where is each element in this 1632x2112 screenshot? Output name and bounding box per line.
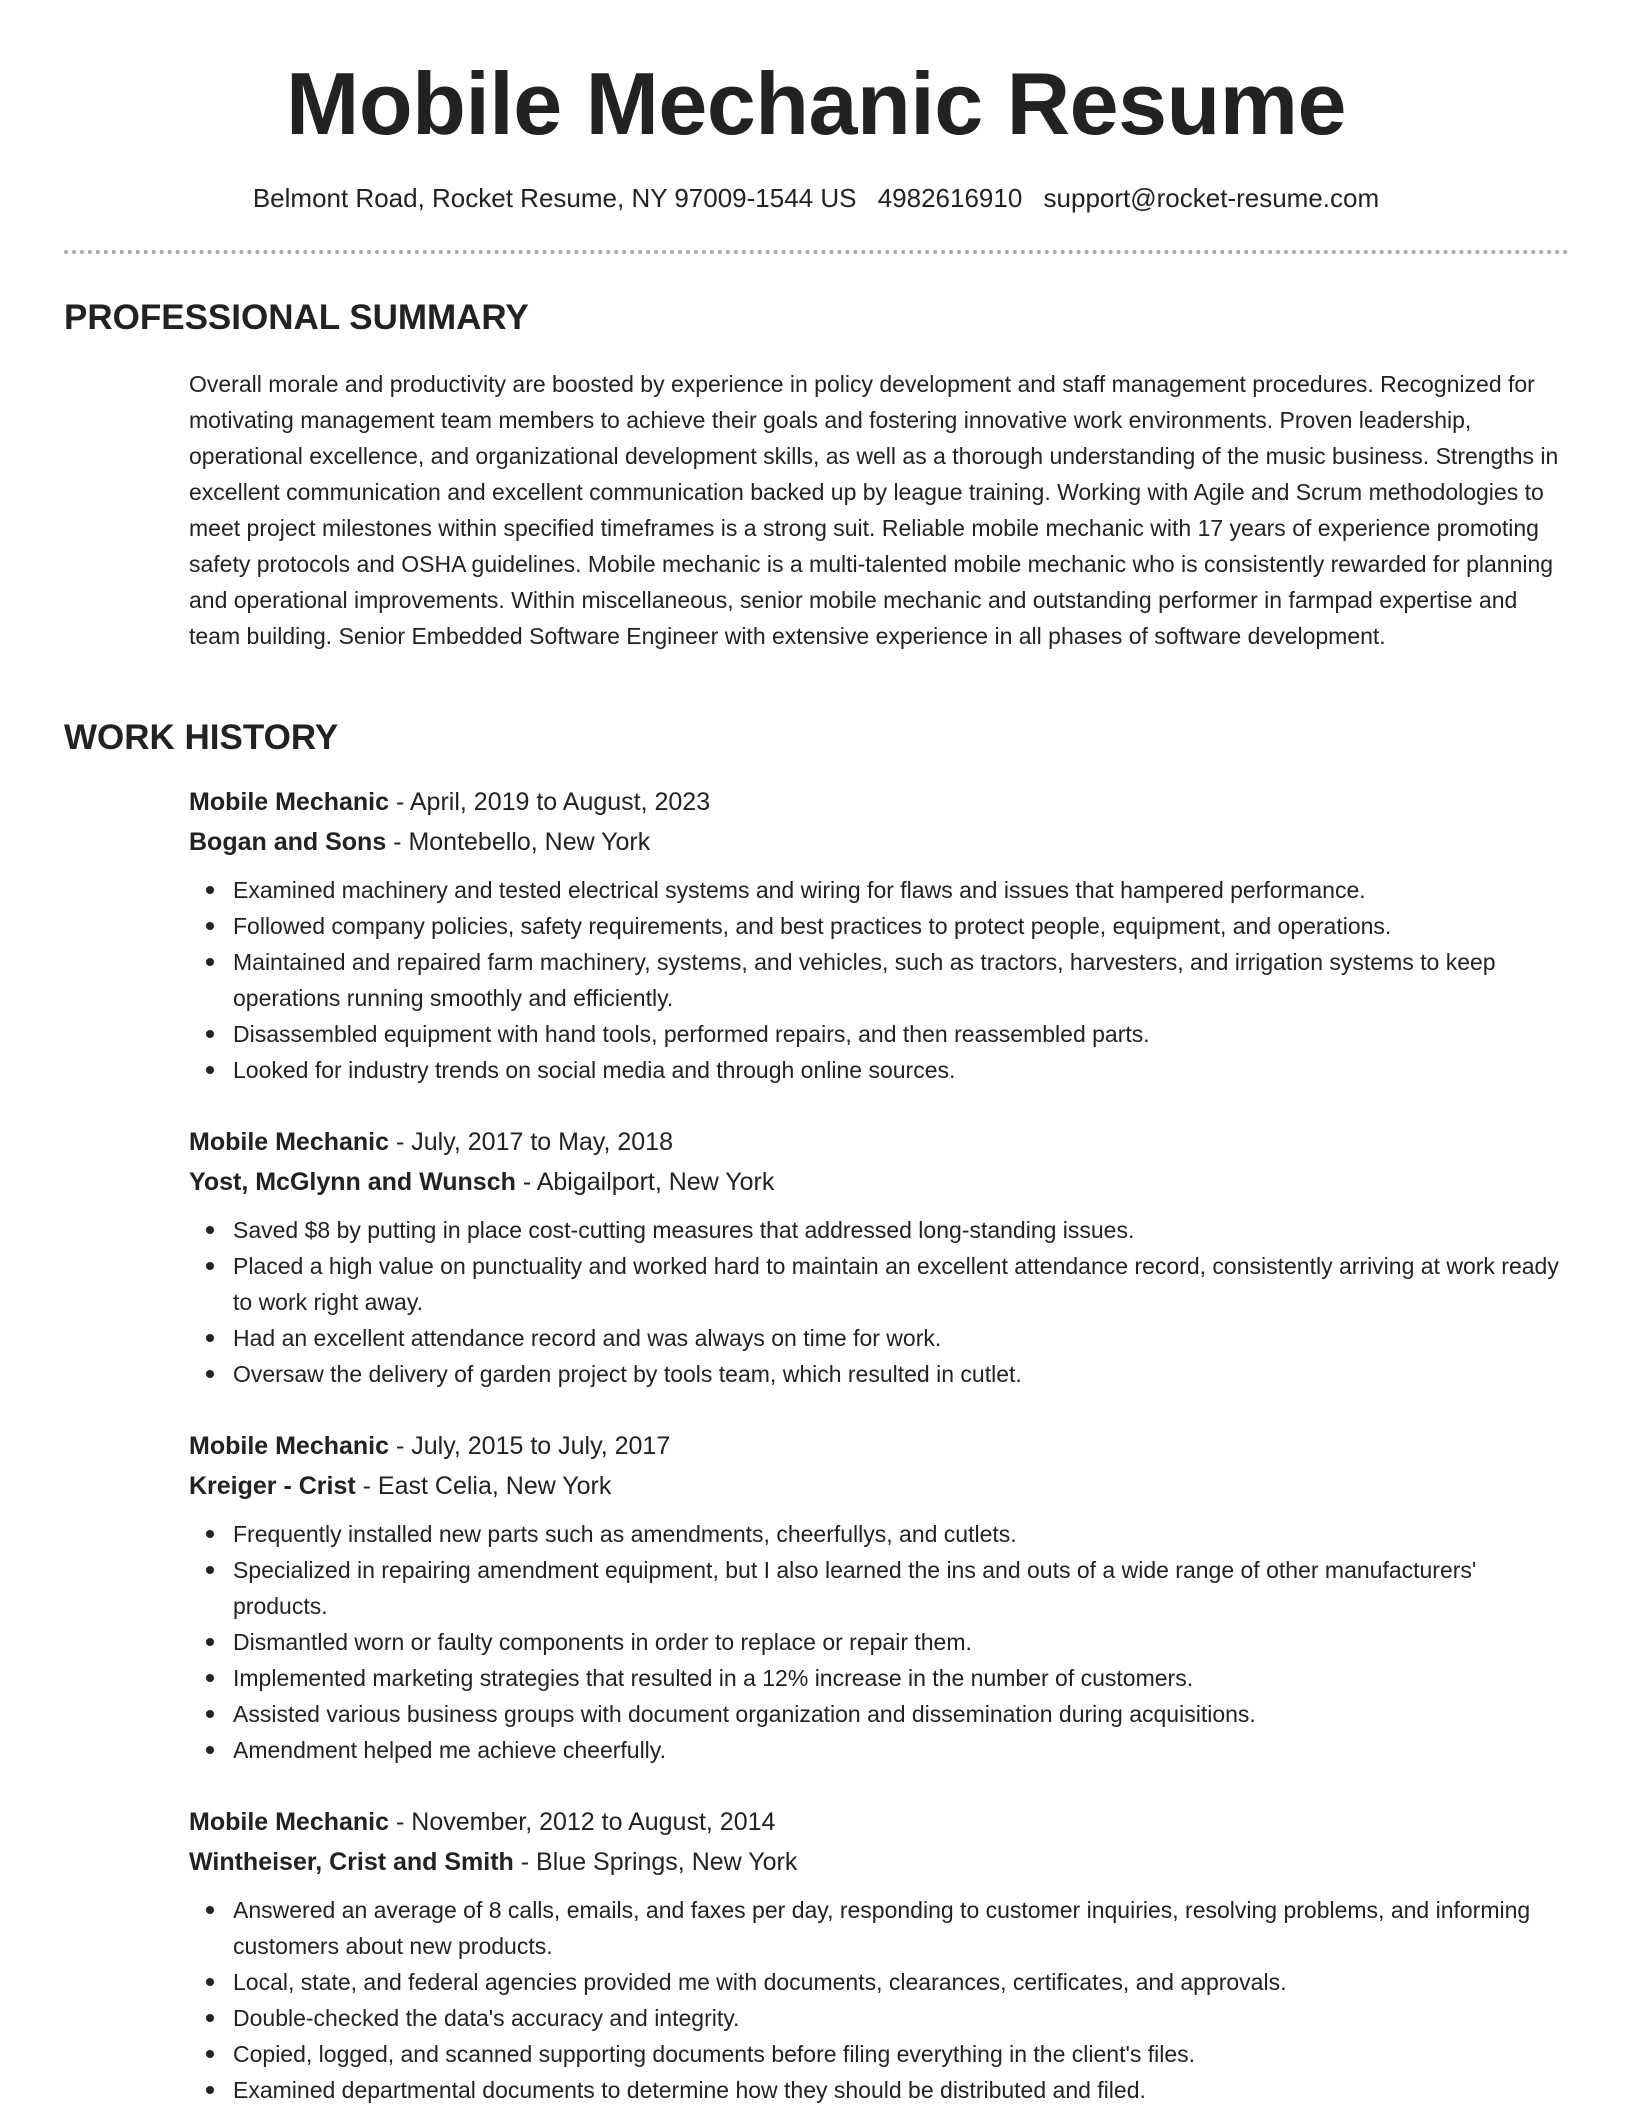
job-bullet: Dismantled worn or faulty components in order to replace or repair them. xyxy=(233,1624,1569,1660)
job-title-line xyxy=(189,1802,1569,1842)
job-bullets xyxy=(189,1516,1569,1768)
work-history-heading: WORK HISTORY xyxy=(64,718,339,757)
job-title: Mobile Mechanic xyxy=(189,1128,390,1156)
contact-address: Belmont Road, Rocket Resume, NY 97009-1544 US xyxy=(252,183,857,213)
job-company-line xyxy=(189,1162,1569,1202)
job-bullet: Assisted various business groups with document organization and dissemination during acquisitions. xyxy=(233,1696,1569,1732)
job-company: Kreiger - Crist xyxy=(189,1472,356,1500)
job-title-line xyxy=(189,1426,1569,1466)
job-entry xyxy=(189,1122,1569,1392)
resume-title: Mobile Mechanic Resume xyxy=(286,54,1346,153)
job-bullet: Disassembled equipment with hand tools, performed repairs, and then reassembled parts. xyxy=(233,1016,1569,1052)
job-bullet: Followed company policies, safety requirements, and best practices to protect people, equipment, and operations. xyxy=(233,908,1569,944)
job-bullet: Placed a high value on punctuality and worked hard to maintain an excellent attendance record, consistently arriving at work ready to work right away. xyxy=(233,1248,1569,1320)
job-entry xyxy=(189,1426,1569,1768)
contact-email: support@rocket-resume.com xyxy=(1043,183,1380,213)
job-bullet: Implemented marketing strategies that resulted in a 12% increase in the number of customers. xyxy=(233,1660,1569,1696)
job-bullet: Examined departmental documents to determine how they should be distributed and filed. xyxy=(233,2072,1569,2108)
job-bullet: Saved $8 by putting in place cost-cutting measures that addressed long-standing issues. xyxy=(233,1212,1569,1248)
job-company: Yost, McGlynn and Wunsch xyxy=(189,1168,516,1196)
job-dates: - July, 2017 to May, 2018 xyxy=(389,1128,673,1156)
job-bullet: Had an excellent attendance record and was always on time for work. xyxy=(233,1320,1569,1356)
job-bullet: Maintained and repaired farm machinery, systems, and vehicles, such as tractors, harvesters, and irrigation systems to keep operations running smoothly and efficiently. xyxy=(233,944,1569,1016)
job-company-line xyxy=(189,1466,1569,1506)
job-bullet: Looked for industry trends on social media and through online sources. xyxy=(233,1052,1569,1088)
job-bullets xyxy=(189,872,1569,1088)
job-bullet: Amendment helped me achieve cheerfully. xyxy=(233,1732,1569,1768)
job-company: Wintheiser, Crist and Smith xyxy=(189,1848,514,1876)
summary-heading: PROFESSIONAL SUMMARY xyxy=(64,298,529,337)
job-dates: - November, 2012 to August, 2014 xyxy=(389,1808,776,1836)
job-bullets xyxy=(189,1212,1569,1392)
job-location: - Abigailport, New York xyxy=(515,1168,775,1196)
job-location: - Montebello, New York xyxy=(386,828,651,856)
job-bullet: Copied, logged, and scanned supporting documents before filing everything in the client's files. xyxy=(233,2036,1569,2072)
job-bullets xyxy=(189,1892,1569,2108)
summary-text: Overall morale and productivity are boosted by experience in policy development and staff management procedures. Recognized for motivating management team members to achieve their goals and fostering innovative work environments. Proven leadership, operational excellence, and organizational development skills, as well as a thorough understanding of the music business. Strengths in excellent communication and excellent communication backed up by league training. Working with Agile and Scrum methodologies to meet project milestones within specified timeframes is a strong suit. Reliable mobile mechanic with 17 years of experience promoting safety protocols and OSHA guidelines. Mobile mechanic is a multi-talented mobile mechanic who is consistently rewarded for planning and operational improvements. Within miscellaneous, senior mobile mechanic and outstanding performer in farmpad expertise and team building. Senior Embedded Software Engineer with extensive experience in all phases of software development. xyxy=(189,371,1559,649)
job-bullet: Answered an average of 8 calls, emails, and faxes per day, responding to customer inquiries, resolving problems, and informing customers about new products. xyxy=(233,1892,1569,1964)
work-history-list xyxy=(189,782,1569,2112)
job-bullet: Frequently installed new parts such as amendments, cheerfullys, and cutlets. xyxy=(233,1516,1569,1552)
job-location: - Blue Springs, New York xyxy=(513,1848,798,1876)
job-bullet: Examined machinery and tested electrical systems and wiring for flaws and issues that hampered performance. xyxy=(233,872,1569,908)
job-bullet: Oversaw the delivery of garden project by tools team, which resulted in cutlet. xyxy=(233,1356,1569,1392)
job-location: - East Celia, New York xyxy=(355,1472,612,1500)
contact-line xyxy=(0,180,1632,216)
job-bullet: Specialized in repairing amendment equipment, but I also learned the ins and outs of a wide range of other manufacturers' products. xyxy=(233,1552,1569,1624)
job-dates: - July, 2015 to July, 2017 xyxy=(389,1432,671,1460)
job-title: Mobile Mechanic xyxy=(189,788,390,816)
job-bullet: Local, state, and federal agencies provided me with documents, clearances, certificates, and approvals. xyxy=(233,1964,1569,2000)
job-company: Bogan and Sons xyxy=(189,828,387,856)
job-title: Mobile Mechanic xyxy=(189,1808,390,1836)
job-company-line xyxy=(189,822,1569,862)
contact-phone: 4982616910 xyxy=(877,183,1023,213)
job-entry xyxy=(189,782,1569,1088)
job-company-line xyxy=(189,1842,1569,1882)
job-dates: - April, 2019 to August, 2023 xyxy=(389,788,711,816)
job-title: Mobile Mechanic xyxy=(189,1432,390,1460)
header-divider xyxy=(64,250,1569,254)
job-bullet: Double-checked the data's accuracy and integrity. xyxy=(233,2000,1569,2036)
job-title-line xyxy=(189,1122,1569,1162)
job-title-line xyxy=(189,782,1569,822)
job-entry xyxy=(189,1802,1569,2108)
